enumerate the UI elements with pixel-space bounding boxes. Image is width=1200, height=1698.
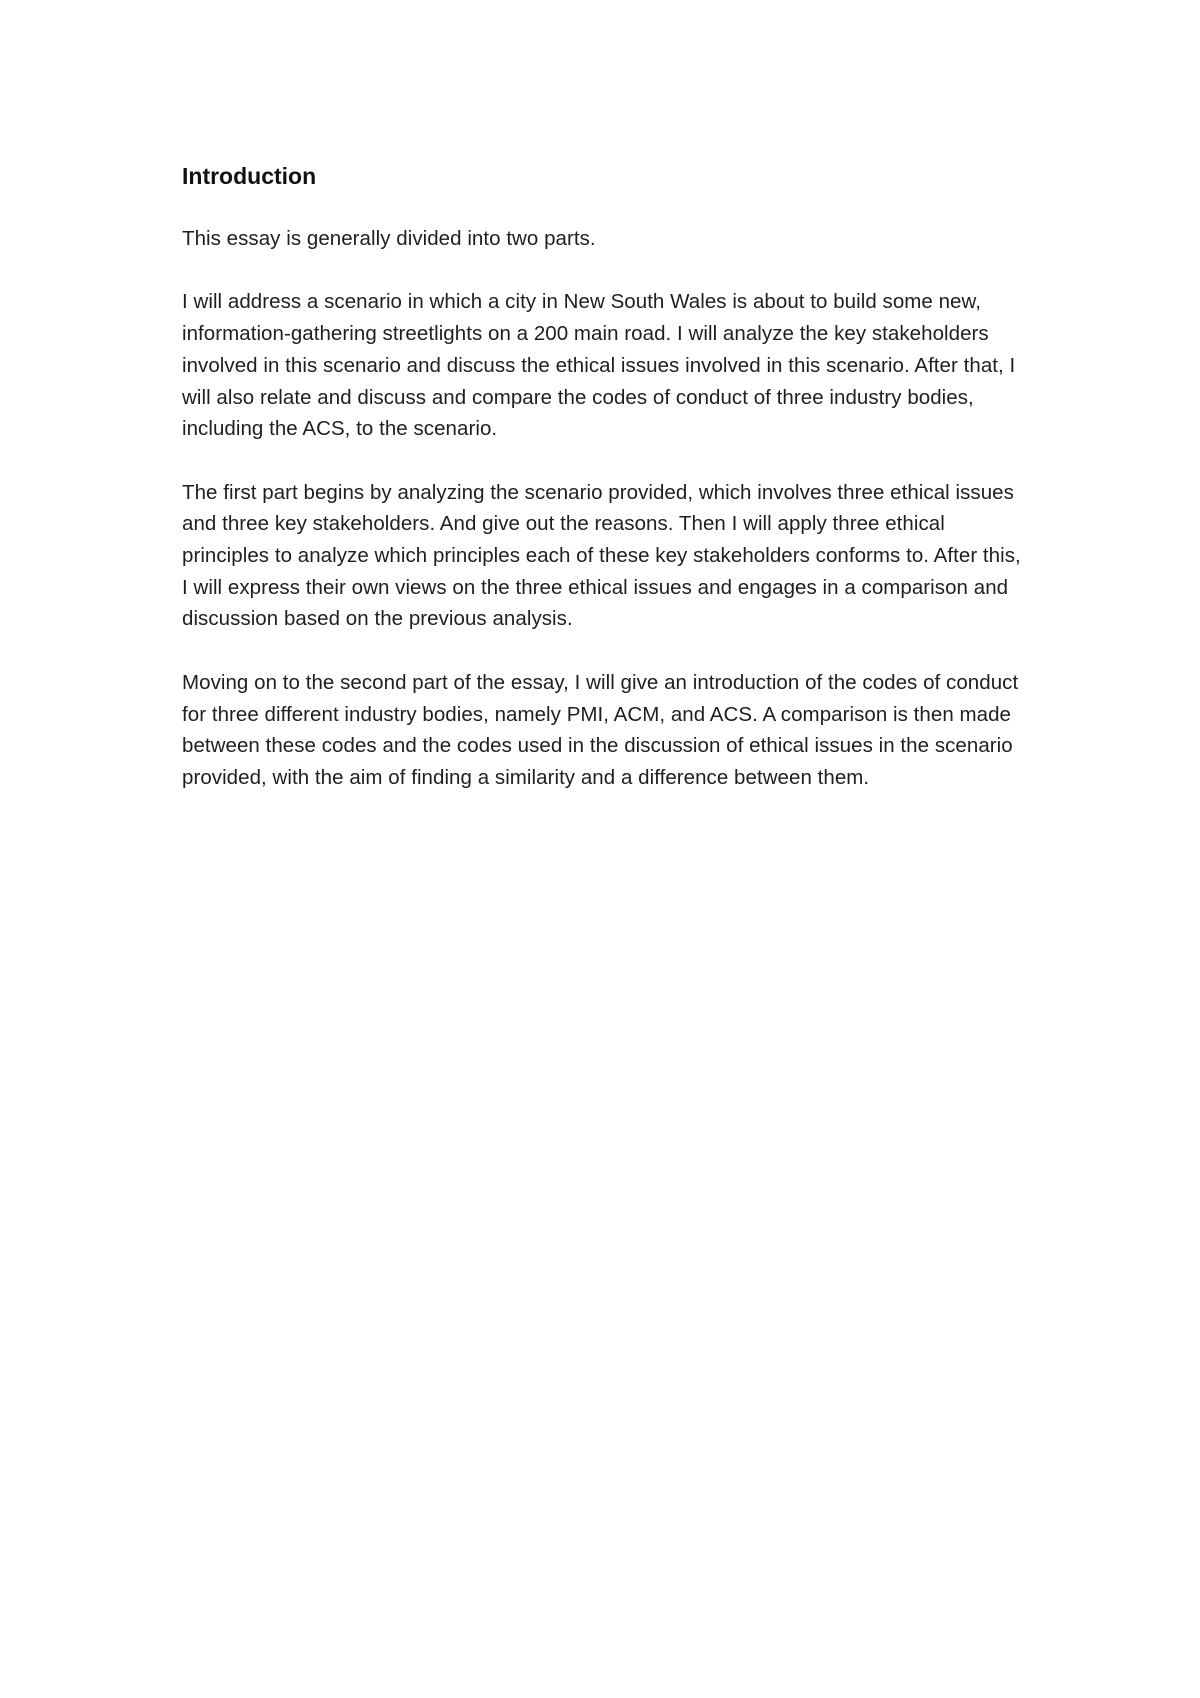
section-heading: Introduction [182,163,317,189]
paragraph-scenario: I will address a scenario in which a city in New South Wales is about to build some new, information-gathering streetlights on a 200 main road. I will analyze the key stakeholders involved in this scenario and discuss the ethical issues involved in this scenario. After that, I will also relate and discuss and compare the codes of conduct of three industry bodies, including the ACS, to the scenario. [182,290,1016,441]
paragraph-first-part: The first part begins by analyzing the scenario provided, which involves three ethical issues and three key stakeholders. And give out the reasons. Then I will apply three ethical principles to analyze which principles each of these key stakeholders conforms to. After this, I will express their own views on the three ethical issues and engages in a comparison and discussion based on the previous analysis. [182,480,1021,631]
paragraph-second-part: Moving on to the second part of the essay, I will give an introduction of the codes of conduct for three different industry bodies, namely PMI, ACM, and ACS. A comparison is then made between these codes and the codes used in the discussion of ethical issues in the scenario provided, with the aim of finding a similarity and a difference between them. [182,670,1019,789]
document-body [182,160,1032,825]
paragraph-overview: This essay is generally divided into two parts. [182,227,596,250]
